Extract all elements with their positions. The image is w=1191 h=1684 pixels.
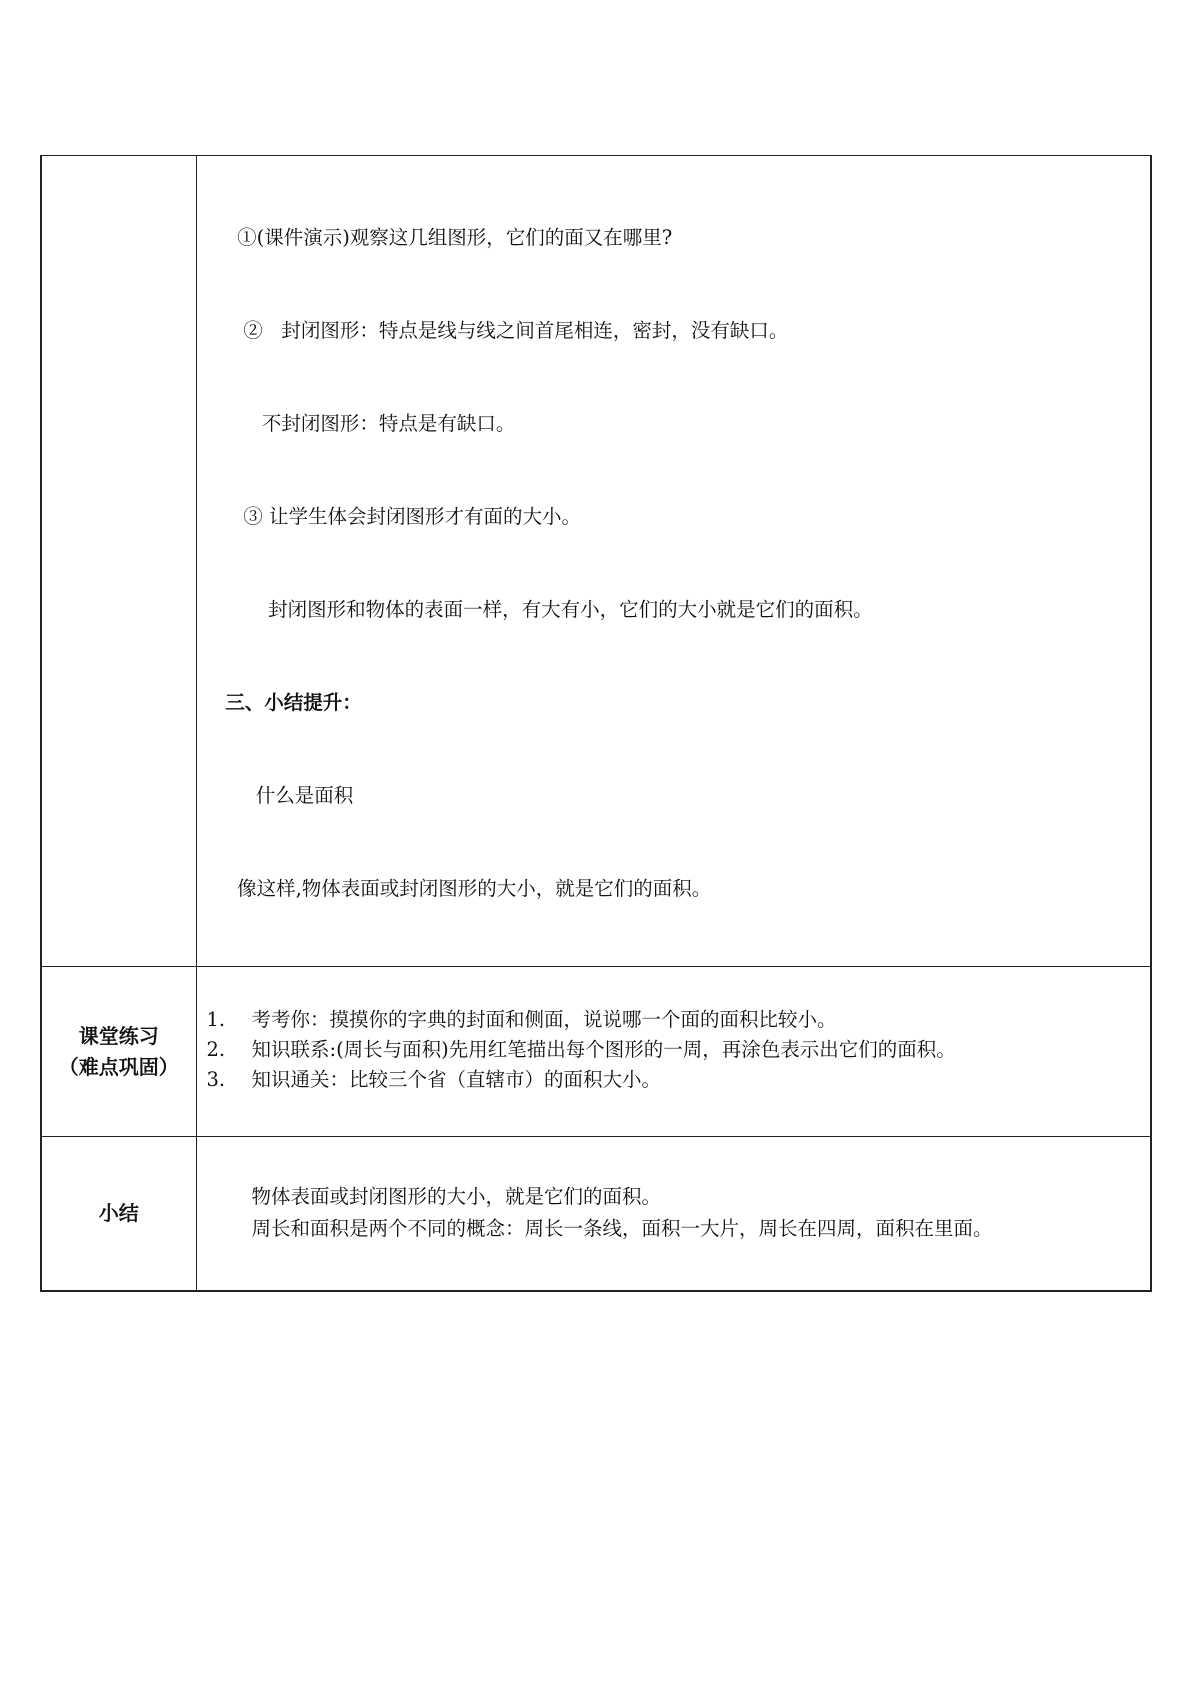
exercise-label-line1: 课堂练习 (78, 1023, 159, 1048)
row-body-continuation (196, 156, 1151, 967)
text-line: ①(课件演示)观察这几组图形，它们的面又在哪里? (218, 226, 673, 249)
table-row-exercise (41, 967, 1151, 1137)
table-row-continuation (41, 156, 1151, 967)
text-line: 不封闭图形：特点是有缺口。 (218, 412, 516, 435)
row-body-exercise (196, 967, 1151, 1137)
list-text: 考考你：摸摸你的字典的封面和侧面，说说哪一个面的面积比较小。 (251, 1008, 837, 1031)
list-number: 1. (206, 1008, 226, 1031)
section-heading: 三、小结提升： (218, 691, 362, 714)
row-body-summary (196, 1137, 1151, 1291)
row-label-summary: 小结 (41, 1137, 196, 1291)
list-text: 知识联系:(周长与面积)先用红笔描出每个图形的一周，再涂色表示出它们的面积。 (251, 1038, 956, 1061)
exercise-list (197, 967, 1151, 1095)
text-line: 物体表面或封闭图形的大小，就是它们的面积。 (251, 1185, 662, 1208)
text-line: 封闭图形和物体的表面一样，有大有小，它们的大小就是它们的面积。 (218, 598, 873, 621)
text-line: ② 封闭图形：特点是线与线之间首尾相连，密封，没有缺口。 (218, 319, 789, 342)
row-label-empty (41, 156, 196, 967)
table-row-summary (41, 1137, 1151, 1291)
text-line: 像这样,物体表面或封闭图形的大小，就是它们的面积。 (218, 877, 712, 900)
list-text: 知识通关：比较三个省（直辖市）的面积大小。 (251, 1068, 662, 1091)
exercise-label-line2: （难点巩固） (58, 1054, 179, 1079)
list-item (197, 1005, 1151, 1035)
text-line: 周长和面积是两个不同的概念：周长一条线，面积一大片，周长在四周，面积在里面。 (251, 1217, 993, 1240)
continuation-content (197, 156, 1151, 966)
summary-content (197, 1137, 1151, 1245)
text-line: 什么是面积 (218, 784, 354, 807)
list-item (197, 1065, 1151, 1095)
lesson-plan-table (40, 155, 1152, 1292)
row-label-exercise (41, 967, 196, 1137)
list-number: 3. (206, 1068, 226, 1091)
list-number: 2. (206, 1038, 226, 1061)
list-item (197, 1035, 1151, 1065)
text-line: ③ 让学生体会封闭图形才有面的大小。 (218, 505, 581, 528)
